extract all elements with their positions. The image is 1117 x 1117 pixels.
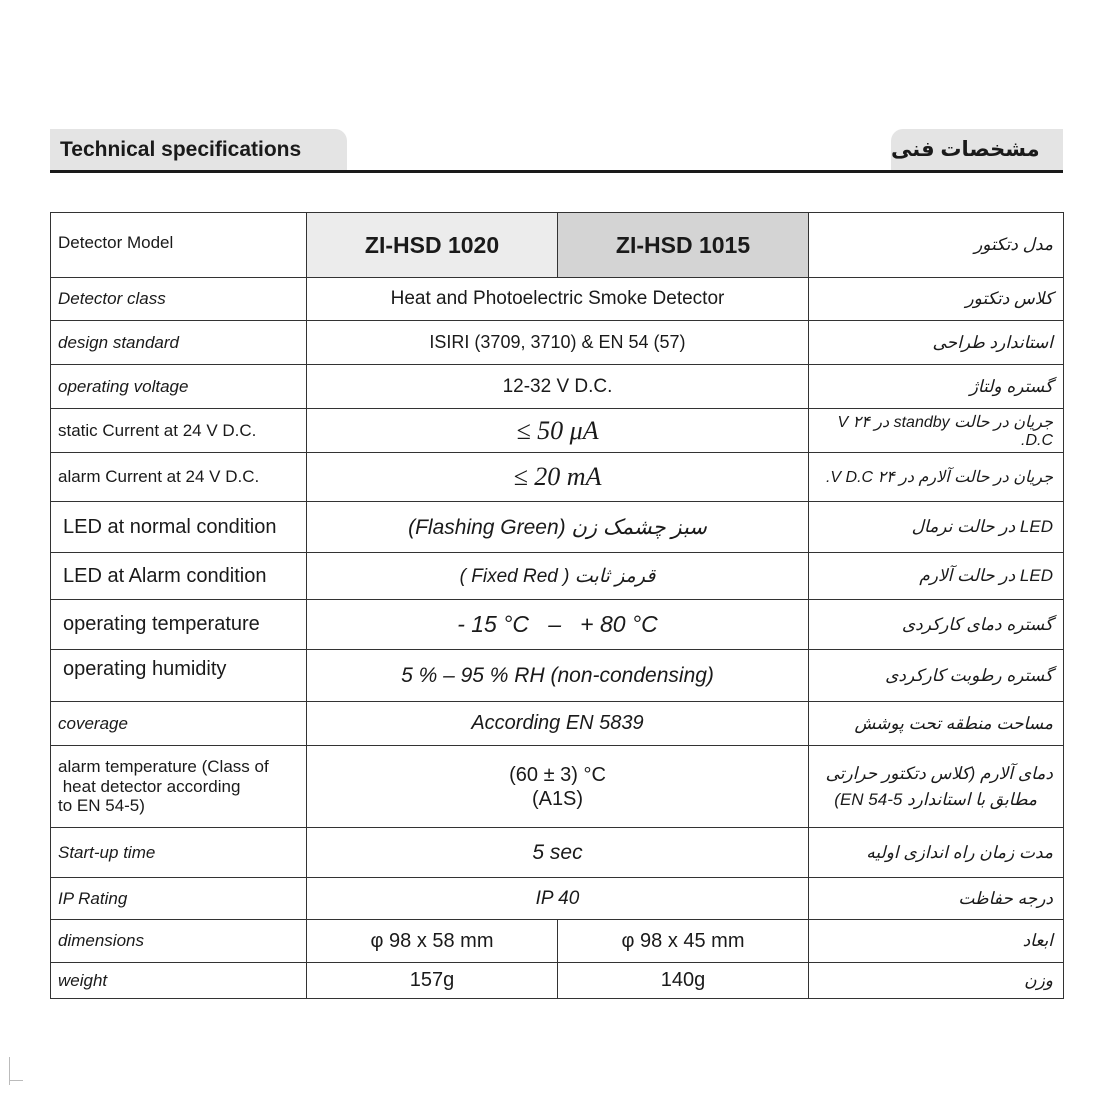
row-label: dimensions: [51, 920, 307, 963]
row-value: IP 40: [307, 878, 809, 920]
row-value: - 15 °C – + 80 °C: [307, 600, 809, 650]
row-label: IP Rating: [51, 878, 307, 920]
row-label-fa: استاندارد طراحی: [809, 321, 1064, 365]
row-value: 12-32 V D.C.: [307, 365, 809, 409]
table-row: [51, 963, 1064, 999]
header-divider: [50, 170, 1063, 173]
row-label-fa-line: مطابق با استاندارد EN 54-5): [834, 789, 1037, 809]
row-label-fa: گستره رطوبت کارکردی: [809, 650, 1064, 702]
row-label-fa: مساحت منطقه تحت پوشش: [809, 702, 1064, 746]
row-label: Start-up time: [51, 828, 307, 878]
row-label-fa: درجه حفاظت: [809, 878, 1064, 920]
table-row: [51, 365, 1064, 409]
section-title-en: Technical specifications: [50, 129, 347, 170]
row-label-fa: گستره ولتاژ: [809, 365, 1064, 409]
row-label: [51, 746, 307, 828]
row-label: coverage: [51, 702, 307, 746]
table-row: [51, 650, 1064, 702]
row-label-line: heat detector according: [58, 776, 241, 796]
weight-1015: 140g: [558, 963, 809, 999]
row-label-fa: مدت زمان راه اندازی اولیه: [809, 828, 1064, 878]
model-1015: ZI-HSD 1015: [558, 213, 809, 278]
table-row: [51, 213, 1064, 278]
row-label-fa: [809, 746, 1064, 828]
row-value: [307, 746, 809, 828]
row-label-fa: جریان در حالت standby در ۲۴ V D.C.: [809, 409, 1064, 453]
row-label: static Current at 24 V D.C.: [51, 409, 307, 453]
row-label: operating humidity: [51, 650, 307, 702]
crop-mark: [9, 1080, 23, 1081]
section-title-fa: مشخصات فنی: [891, 129, 1063, 170]
row-label: design standard: [51, 321, 307, 365]
table-row: [51, 878, 1064, 920]
row-value: 5 % – 95 % RH (non-condensing): [307, 650, 809, 702]
table-row: [51, 553, 1064, 600]
table-row: [51, 702, 1064, 746]
model-1020: ZI-HSD 1020: [307, 213, 558, 278]
row-label: operating voltage: [51, 365, 307, 409]
spec-table: [50, 212, 1064, 999]
table-row: [51, 502, 1064, 553]
table-row: [51, 746, 1064, 828]
row-label-fa: LED در حالت آلارم: [809, 553, 1064, 600]
row-value-line: (A1S): [531, 787, 584, 810]
row-value: According EN 5839: [307, 702, 809, 746]
row-label: operating temperature: [51, 600, 307, 650]
dimensions-1015: φ 98 x 45 mm: [558, 920, 809, 963]
row-label: weight: [51, 963, 307, 999]
row-value: ISIRI (3709, 3710) & EN 54 (57): [307, 321, 809, 365]
row-label-fa-line: دمای آلارم (کلاس دتکتور حرارتی: [825, 764, 1053, 783]
dimensions-1020: φ 98 x 58 mm: [307, 920, 558, 963]
row-label-line: to EN 54-5): [58, 796, 145, 816]
table-row: [51, 278, 1064, 321]
row-label-fa: گستره دمای کارکردی: [809, 600, 1064, 650]
row-label-fa: وزن: [809, 963, 1064, 999]
row-value: قرمز ثابت ( Fixed Red ): [307, 553, 809, 600]
row-label-fa: LED در حالت نرمال: [809, 502, 1064, 553]
row-value: 5 sec: [307, 828, 809, 878]
row-value-line: (60 ± 3) °C: [509, 763, 606, 786]
row-value: ≤ 50 μA: [307, 409, 809, 453]
table-row: [51, 453, 1064, 502]
row-label-fa: کلاس دتکتور: [809, 278, 1064, 321]
row-label-fa: جریان در حالت آلارم در ۲۴ V D.C.: [809, 453, 1064, 502]
row-label: Detector class: [51, 278, 307, 321]
row-value: سبز چشمک زن (Flashing Green): [307, 502, 809, 553]
table-row: [51, 321, 1064, 365]
row-label: alarm Current at 24 V D.C.: [51, 453, 307, 502]
table-row: [51, 920, 1064, 963]
row-label-line: alarm temperature (Class of: [58, 757, 269, 777]
row-label: LED at normal condition: [51, 502, 307, 553]
table-row: [51, 828, 1064, 878]
row-label-fa: مدل دتکتور: [809, 213, 1064, 278]
table-row: [51, 600, 1064, 650]
row-label: Detector Model: [51, 213, 307, 278]
weight-1020: 157g: [307, 963, 558, 999]
table-row: [51, 409, 1064, 453]
row-label: LED at Alarm condition: [51, 553, 307, 600]
row-value: Heat and Photoelectric Smoke Detector: [307, 278, 809, 321]
row-label-fa: ابعاد: [809, 920, 1064, 963]
row-value: ≤ 20 mA: [307, 453, 809, 502]
